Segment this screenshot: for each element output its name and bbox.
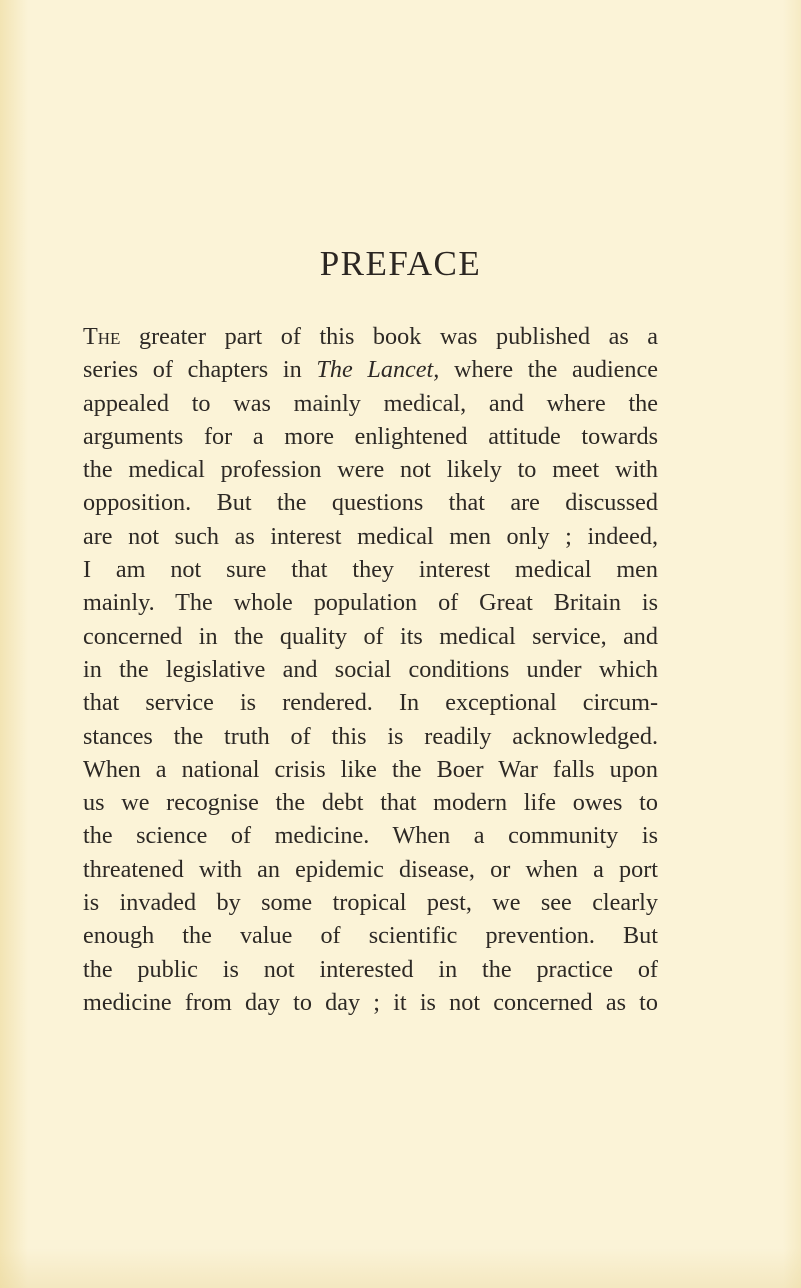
text-line: in the legislative and social conditions under which (83, 655, 658, 683)
text-line: concerned in the quality of its medical service, and (83, 622, 658, 650)
preface-body (83, 320, 658, 1019)
preface-heading: PREFACE (319, 244, 482, 283)
text-line: the science of medicine. When a community is (83, 822, 658, 850)
text-line: arguments for a more enlightened attitude towards (83, 422, 658, 450)
text-line: the public is not interested in the practice of (83, 955, 658, 983)
drop-word: The (83, 323, 121, 350)
text-line: enough the value of scientific prevention. But (83, 922, 658, 950)
text-line: is invaded by some tropical pest, we see clearly (83, 889, 658, 917)
text-line: the medical profession were not likely to meet with (83, 456, 658, 484)
text-line: series of chapters in The Lancet, where the audience (83, 356, 658, 384)
text-line: us we recognise the debt that modern life owes to (83, 789, 658, 817)
text-line: I am not sure that they interest medical men (83, 556, 658, 584)
text-line: The greater part of this book was published as a (83, 323, 658, 350)
text-line: stances the truth of this is readily acknowledged. (83, 722, 658, 750)
text-line: that service is rendered. In exceptional circum- (83, 689, 658, 717)
text-line: appealed to was mainly medical, and where the (83, 389, 658, 417)
text-line: medicine from day to day ; it is not concerned as to (83, 988, 658, 1016)
text-line: opposition. But the questions that are discussed (83, 489, 658, 517)
text-line: are not such as interest medical men only ; indeed, (83, 522, 658, 550)
journal-title: The Lancet, (316, 356, 440, 384)
text-line: mainly. The whole population of Great Britain is (83, 589, 658, 617)
text-line: When a national crisis like the Boer War falls upon (83, 755, 658, 783)
text-line: threatened with an epidemic disease, or when a port (83, 855, 658, 883)
